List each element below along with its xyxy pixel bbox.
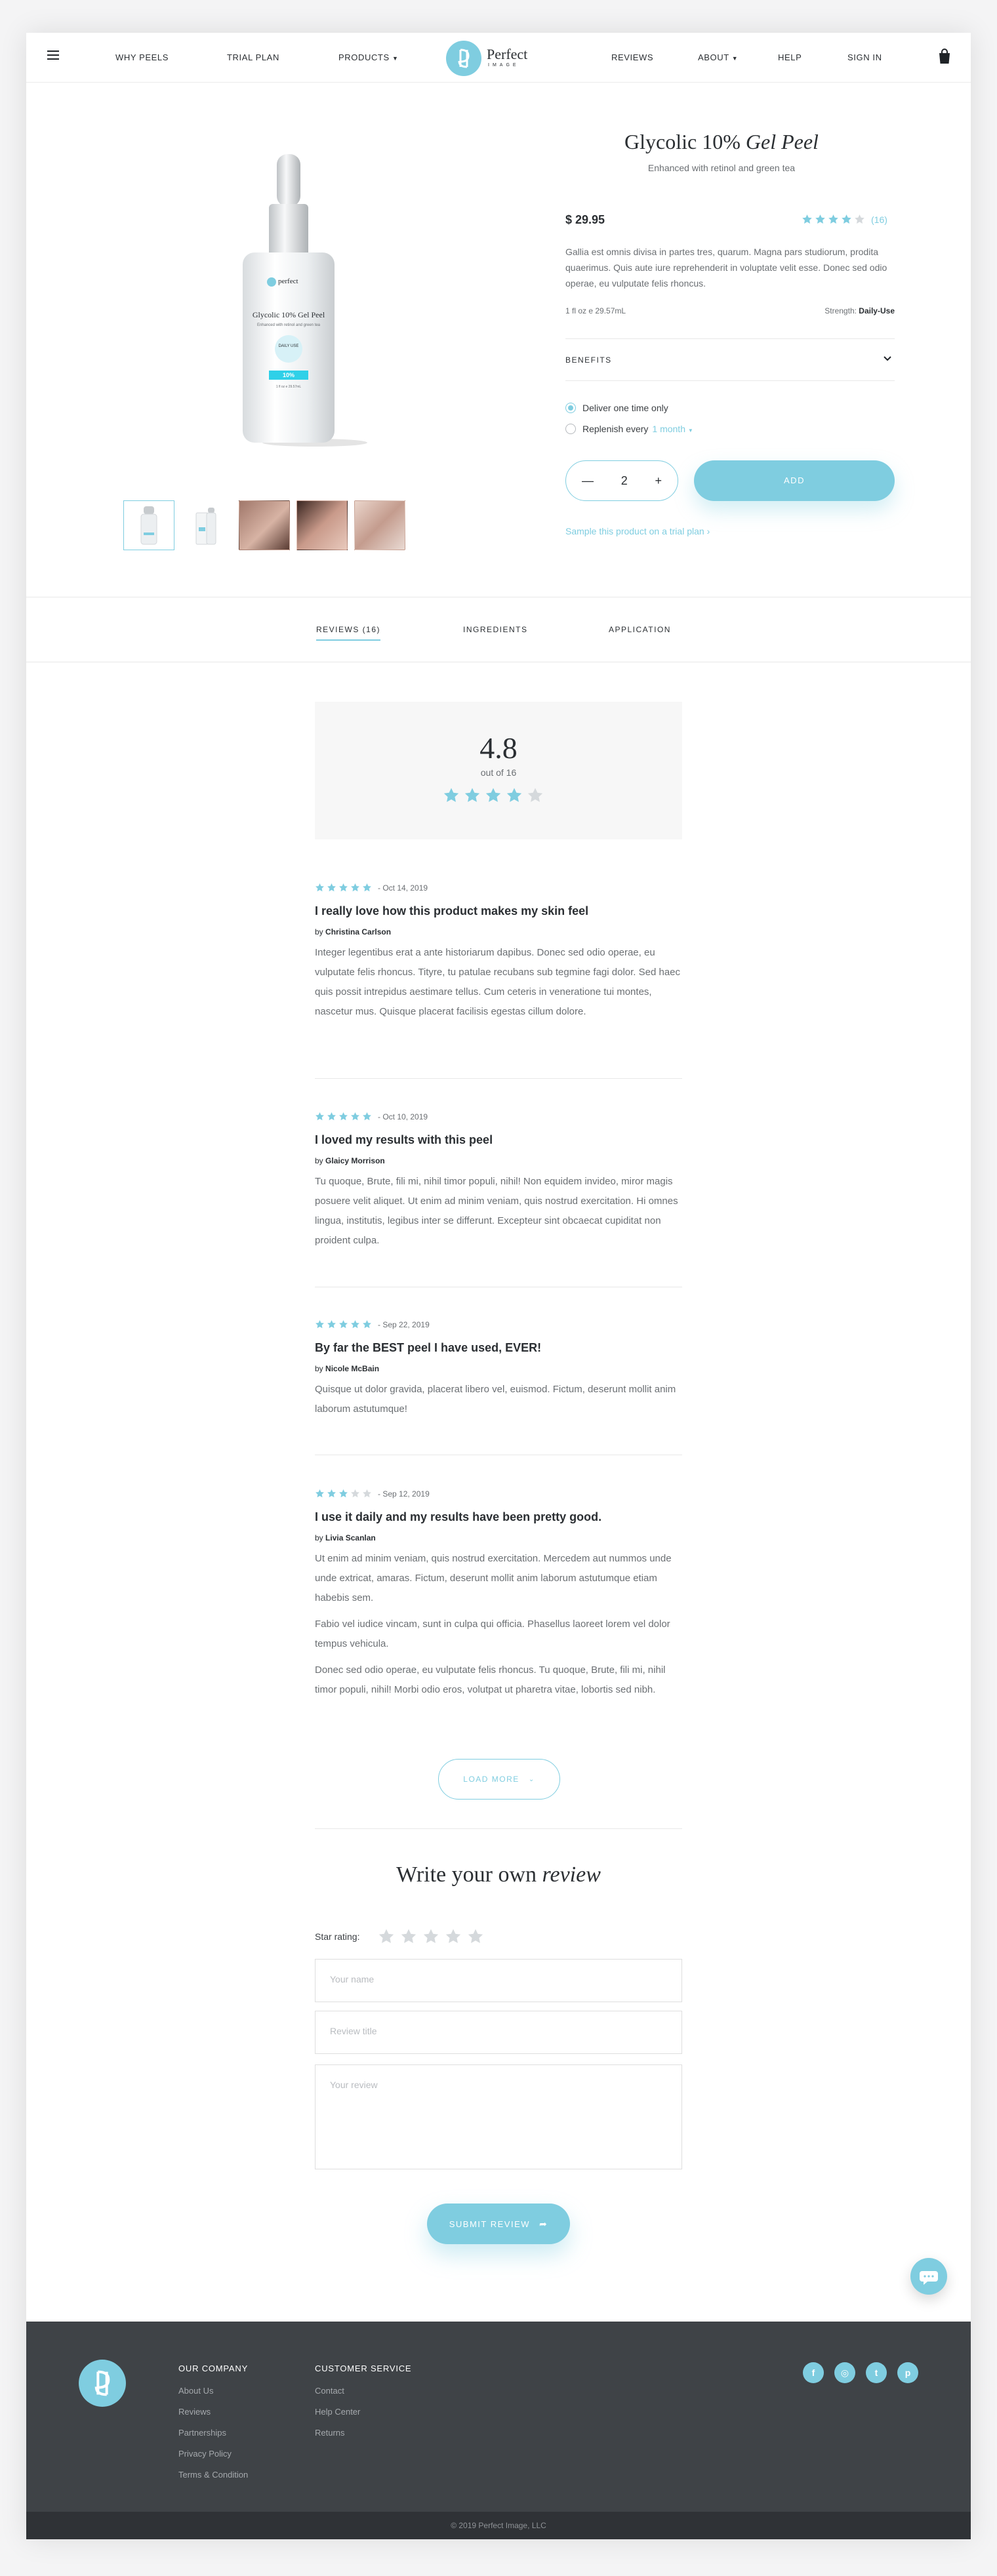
footer-link-privacy[interactable]: Privacy Policy — [178, 2449, 232, 2459]
rating-score: 4.8 — [479, 731, 518, 765]
strength-label: Strength: — [824, 306, 857, 315]
logo[interactable] — [446, 41, 558, 76]
star-icon[interactable] — [378, 1928, 395, 1945]
divider — [315, 1828, 682, 1829]
review-meta: - Oct 14, 2019 — [315, 883, 682, 893]
benefits-label: BENEFITS — [565, 355, 612, 365]
footer-service-title: CUSTOMER SERVICE — [315, 2364, 412, 2373]
star-icon — [362, 1489, 372, 1499]
review-item — [315, 883, 682, 1022]
twitter-glyph: t — [874, 2367, 878, 2378]
review-author — [315, 1533, 682, 1542]
review-textarea[interactable]: Your review — [315, 2064, 682, 2169]
by-label: by — [315, 927, 323, 936]
thumbnail-4[interactable] — [296, 500, 348, 550]
star-icon — [327, 1489, 336, 1499]
review-stars — [315, 1319, 374, 1329]
logo-sub: IMAGE — [488, 63, 519, 68]
review-title: I really love how this product makes my skin feel — [315, 904, 589, 917]
star-icon — [327, 1112, 336, 1121]
star-icon — [315, 1112, 325, 1121]
nav-about-label: ABOUT — [698, 52, 729, 62]
review-item — [315, 1112, 682, 1251]
review-meta: - Oct 10, 2019 — [315, 1112, 682, 1121]
footer-link-contact[interactable]: Contact — [315, 2386, 344, 2396]
load-more-label: LOAD MORE — [463, 1775, 519, 1784]
star-icon — [338, 1319, 348, 1329]
add-to-cart-button[interactable]: ADD — [694, 460, 895, 501]
star-icon[interactable] — [445, 1928, 462, 1945]
trial-link-label: Sample this product on a trial plan — [565, 526, 704, 536]
logo-name: Perfect — [487, 46, 528, 62]
by-label: by — [315, 1364, 323, 1373]
option-one-time[interactable] — [565, 403, 668, 413]
star-icon — [841, 214, 852, 225]
rating-summary — [315, 702, 682, 839]
write-title-plain: Write your own — [396, 1862, 542, 1887]
divider — [315, 1078, 682, 1079]
star-icon — [327, 883, 336, 893]
star-icon — [362, 1319, 372, 1329]
tab-ingredients[interactable]: INGREDIENTS — [463, 625, 528, 634]
review-stars — [315, 1112, 374, 1121]
thumbnail-5[interactable] — [354, 500, 405, 550]
product-price: $ 29.95 — [565, 213, 605, 226]
nav-trial-plan[interactable]: TRIAL PLAN — [227, 52, 279, 62]
tab-reviews[interactable]: REVIEWS (16) — [316, 625, 380, 641]
star-icon — [327, 1319, 336, 1329]
star-icon — [338, 1112, 348, 1121]
thumbnail-1[interactable] — [123, 500, 174, 550]
write-title-italic: review — [542, 1862, 601, 1887]
footer-company-title: OUR COMPANY — [178, 2364, 249, 2373]
star-rating-input-icons[interactable] — [378, 1928, 489, 1945]
instagram-icon[interactable] — [834, 2362, 855, 2383]
star-icon — [350, 1489, 360, 1499]
star-icon — [464, 787, 481, 804]
summary-stars-icons — [443, 787, 548, 804]
product-title — [564, 130, 879, 154]
summary-stars — [443, 787, 548, 804]
site-footer — [26, 2322, 971, 2539]
footer-link-about[interactable]: About Us — [178, 2386, 214, 2396]
review-item — [315, 1319, 682, 1419]
product-strength — [748, 306, 895, 315]
chevron-down-icon: ▼ — [687, 428, 693, 433]
tab-application[interactable]: APPLICATION — [609, 625, 671, 634]
star-rating-input[interactable] — [378, 1928, 489, 1945]
star-icon — [315, 883, 325, 893]
review-body: Tu quoque, Brute, fili mi, nihil timor populi, nihil! Non equidem invideo, miror magis posuere velit aliquet. Ut enim ad minim veniam, quis nostrud exercitation. Hi omnes lingua, institutis, legibus inter se differunt. Excepteur sint obcaecat cupiditat non proident culpa. — [315, 1176, 678, 1246]
review-stars — [315, 1489, 374, 1499]
review-meta: - Sep 22, 2019 — [315, 1319, 682, 1329]
copyright: © 2019 Perfect Image, LLC — [26, 2512, 971, 2539]
product-subtitle: Enhanced with retinol and green tea — [647, 163, 796, 173]
product-rating[interactable] — [802, 214, 887, 225]
chevron-down-icon[interactable] — [883, 354, 892, 367]
star-icon[interactable] — [422, 1928, 439, 1945]
review-author — [315, 1364, 682, 1373]
star-icon — [815, 214, 826, 225]
star-icon[interactable] — [467, 1928, 484, 1945]
footer-link-reviews[interactable]: Reviews — [178, 2407, 211, 2417]
review-title: By far the BEST peel I have used, EVER! — [315, 1341, 542, 1354]
share-arrow-icon: ➦ — [539, 2218, 548, 2229]
plus-icon[interactable]: + — [655, 473, 662, 487]
footer-link-help[interactable]: Help Center — [315, 2407, 361, 2417]
pinterest-glyph: p — [905, 2367, 911, 2378]
by-label: by — [315, 1156, 323, 1165]
review-body: Fabio vel iudice vincam, sunt in culpa qui officia. Phasellus laoreet lorem vel dolor tempus vehicula. — [315, 1619, 670, 1649]
footer-logo-icon[interactable] — [79, 2360, 126, 2407]
star-icon — [802, 214, 813, 225]
radio-unselected[interactable] — [565, 424, 576, 434]
submit-review-button[interactable] — [427, 2204, 570, 2244]
bottle-tagline: Enhanced with retinol and green tea — [256, 323, 321, 327]
menu-icon[interactable] — [47, 50, 59, 60]
nav-sign-in[interactable]: SIGN IN — [847, 52, 882, 62]
site-header — [26, 33, 971, 83]
star-icon — [443, 787, 460, 804]
bottle-brand: perfect — [278, 277, 298, 285]
rating-out-of: out of 16 — [480, 767, 517, 778]
review-date: Oct 14, 2019 — [382, 883, 428, 893]
star-icon — [338, 1489, 348, 1499]
review-item — [315, 1489, 682, 1700]
replenish-interval-select[interactable] — [652, 424, 693, 434]
nav-products[interactable] — [338, 52, 398, 62]
star-icon[interactable] — [400, 1928, 417, 1945]
review-date: Sep 12, 2019 — [382, 1489, 430, 1499]
review-body: Ut enim ad minim veniam, quis nostrud exercitation. Mercedem aut nummos unde unde extricat, amaras. Fictum, deserunt mollit anim laborum astutumque etiam habebis sem. — [315, 1553, 672, 1603]
twitter-icon[interactable] — [866, 2362, 887, 2383]
review-body: Integer legentibus erat a ante historiarum dapibus. Donec sed odio operae, eu vulputate felis rhoncus. Tityre, tu patulae recubans sub tegmine fagi dolor. Sed haec quis possit intrepidus aestimare tellus. Cum ceteris in veneratione tui montes, nascetur mus. Quisque placerat facilisis egestas cillum dolore. — [315, 947, 681, 1017]
star-icon — [506, 787, 523, 804]
product-size: 1 fl oz e 29.57mL — [565, 306, 626, 315]
review-title-field[interactable]: Review title — [315, 2011, 682, 2054]
product-title-italic: Gel Peel — [745, 130, 819, 153]
submit-review-label: SUBMIT REVIEW — [449, 2219, 531, 2229]
star-rating-label: Star rating: — [315, 1931, 360, 1942]
review-author — [315, 927, 682, 936]
quantity-value: 2 — [621, 473, 628, 487]
review-stars — [315, 883, 374, 893]
review-title: I loved my results with this peel — [315, 1133, 493, 1146]
benefits-toggle[interactable] — [565, 355, 612, 365]
footer-link-returns[interactable]: Returns — [315, 2428, 345, 2438]
tabs-bar — [26, 597, 971, 662]
shopping-bag-icon[interactable] — [938, 49, 951, 64]
product-image — [216, 154, 367, 456]
replenish-interval-value: 1 month — [652, 424, 685, 434]
review-author-name: Glaicy Morrison — [325, 1156, 385, 1165]
review-title: I use it daily and my results have been pretty good. — [315, 1510, 602, 1523]
bottle-title: Glycolic 10% Gel Peel — [252, 310, 325, 319]
star-icon — [315, 1319, 325, 1329]
by-label: by — [315, 1533, 323, 1542]
star-icon — [362, 883, 372, 893]
star-icon — [338, 883, 348, 893]
chevron-down-icon: ▼ — [392, 55, 399, 62]
star-icon — [362, 1112, 372, 1121]
nav-reviews[interactable]: REVIEWS — [611, 52, 654, 62]
review-meta: - Sep 12, 2019 — [315, 1489, 682, 1499]
nav-about[interactable] — [698, 52, 738, 62]
star-icon — [828, 214, 839, 225]
review-author-name: Christina Carlson — [325, 927, 392, 936]
bottle-pct: 10% — [269, 371, 308, 380]
logo-mark-icon — [446, 41, 481, 76]
review-date: Oct 10, 2019 — [382, 1112, 428, 1121]
chevron-down-icon: ▼ — [731, 55, 739, 62]
review-body: Quisque ut dolor gravida, placerat libero vel, euismod. Fictum, deserunt mollit anim laborum astutumque! — [315, 1384, 676, 1415]
load-more-button[interactable] — [438, 1759, 560, 1800]
chevron-down-icon: ⌄ — [528, 1775, 535, 1783]
option-replenish[interactable] — [565, 424, 693, 434]
footer-link-terms[interactable]: Terms & Condition — [178, 2470, 249, 2480]
thumbnail-2[interactable] — [181, 500, 232, 550]
name-field[interactable]: Your name — [315, 1959, 682, 2002]
write-review-title — [315, 1862, 682, 1887]
star-icon — [350, 883, 360, 893]
product-rating-stars — [802, 214, 867, 225]
nav-products-label: PRODUCTS — [338, 52, 390, 62]
thumbnail-3[interactable] — [239, 500, 290, 550]
page — [26, 33, 971, 2539]
bottle-badge-text: DAILY USE — [278, 344, 299, 348]
review-body: Donec sed odio operae, eu vulputate felis rhoncus. Tu quoque, Brute, fili mi, nihil timor populi, nihil! Morbi odio eros, volutpat ut pharetra vitae, lobortis sed nibh. — [315, 1664, 666, 1695]
review-author — [315, 1156, 682, 1165]
nav-help[interactable]: HELP — [778, 52, 802, 62]
review-author-name: Livia Scanlan — [325, 1533, 376, 1542]
chevron-right-icon: › — [706, 526, 710, 536]
review-date: Sep 22, 2019 — [382, 1319, 430, 1329]
star-icon — [485, 787, 502, 804]
instagram-glyph: ◎ — [840, 2367, 849, 2378]
facebook-icon[interactable] — [803, 2362, 824, 2383]
product-description: Gallia est omnis divisa in partes tres, quarum. Magna pars studiorum, prodita quaerimus. Quis aute iure reprehenderit in voluptate velit esse. Donec sed odio operae, eu vulputate felis rhoncus. — [565, 247, 887, 289]
chat-icon[interactable] — [910, 2258, 947, 2295]
star-icon — [350, 1112, 360, 1121]
nav-why-peels[interactable]: WHY PEELS — [115, 52, 169, 62]
option-replenish-label: Replenish every — [582, 424, 649, 434]
product-title-plain: Glycolic 10% — [624, 130, 746, 153]
pinterest-icon[interactable] — [897, 2362, 918, 2383]
trial-plan-link[interactable] — [565, 526, 710, 536]
radio-selected[interactable] — [565, 403, 576, 413]
star-icon — [350, 1319, 360, 1329]
bottle-badge — [275, 335, 302, 363]
bottle-logo-icon — [267, 277, 276, 287]
divider — [565, 338, 895, 339]
footer-link-partnerships[interactable]: Partnerships — [178, 2428, 226, 2438]
star-icon — [854, 214, 865, 225]
review-author-name: Nicole McBain — [325, 1364, 380, 1373]
star-icon — [527, 787, 544, 804]
strength-value: Daily-Use — [859, 306, 895, 315]
quantity-stepper[interactable] — [565, 460, 678, 501]
minus-icon[interactable]: — — [582, 473, 594, 487]
facebook-glyph: f — [811, 2367, 815, 2378]
bottle-size: 1 fl oz e 29.57mL — [275, 385, 302, 389]
review-count[interactable]: (16) — [871, 214, 887, 225]
star-icon — [315, 1489, 325, 1499]
option-one-time-label: Deliver one time only — [582, 403, 668, 413]
divider — [565, 380, 895, 381]
